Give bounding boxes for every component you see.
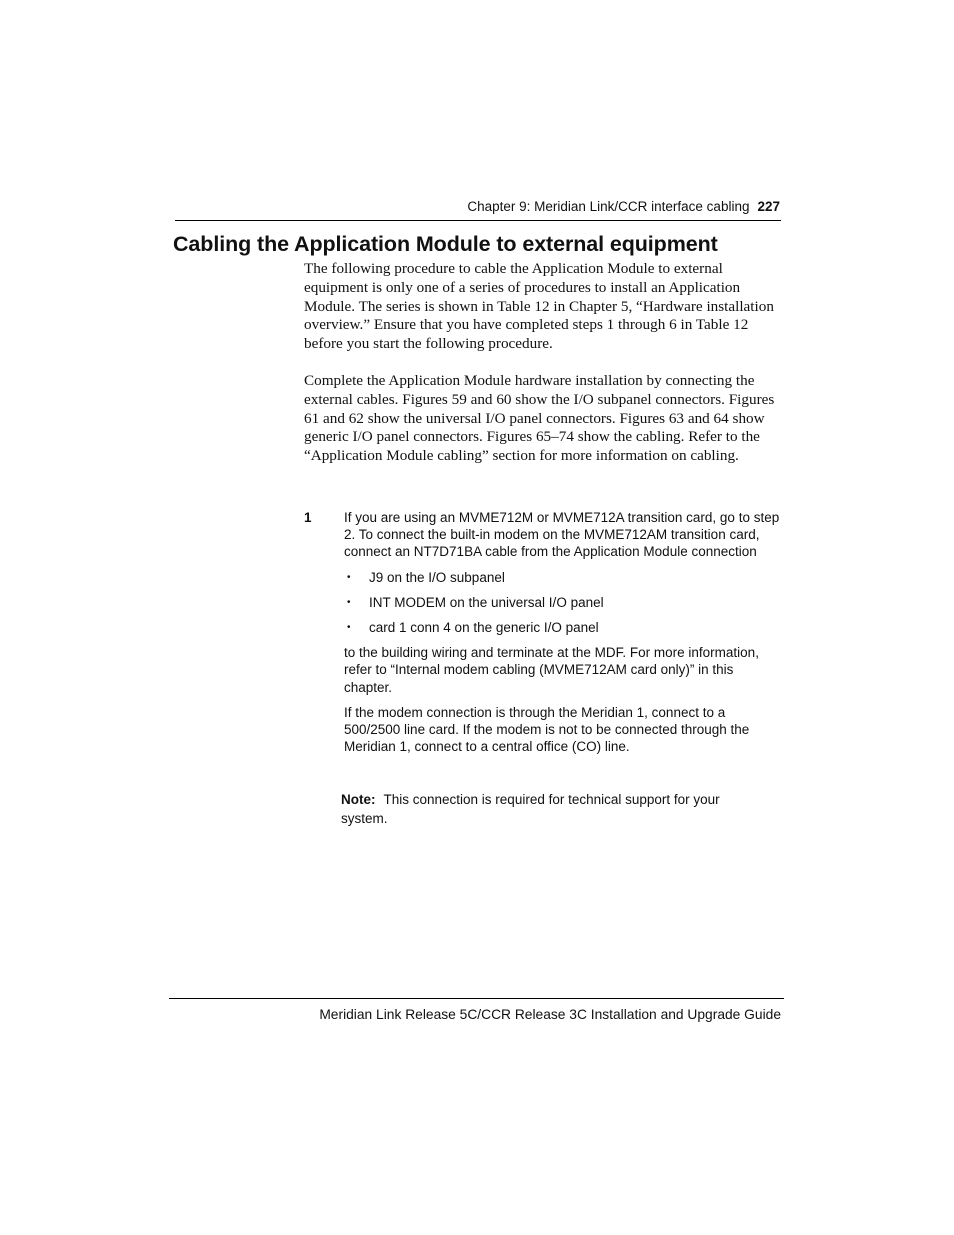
procedure-step <box>304 509 780 755</box>
bullet-icon: • <box>347 596 351 608</box>
step-intro: If you are using an MVME712M or MVME712A transition card, go to step 2. To connect the built-in modem on the MVME712AM transition card, connect an NT7D71BA cable from the Application Module connection <box>344 510 780 560</box>
list-item: • J9 on the I/O subpanel <box>347 569 505 585</box>
header-rule <box>175 220 781 221</box>
note-text: This connection is required for technical support for your system. <box>341 792 720 826</box>
footer-document-title: Meridian Link Release 5C/CCR Release 3C Installation and Upgrade Guide <box>319 1007 781 1022</box>
intro-paragraph: The following procedure to cable the Application Module to external equipment is only one of a series of procedures to install an Application Module. The series is shown in Table 12 in Chapter 5, “Hardware installation overview.” Ensure that you have completed steps 1 through 6 in Table 12 before you start the following procedure. <box>304 260 774 353</box>
running-header <box>467 199 780 214</box>
section-heading: Cabling the Application Module to external equipment <box>173 232 718 256</box>
note <box>341 790 761 828</box>
bullet-icon: • <box>347 622 351 634</box>
list-item: • card 1 conn 4 on the generic I/O panel <box>347 620 599 636</box>
page-number: 227 <box>757 199 780 214</box>
modem-connection-text: If the modem connection is through the Meridian 1, connect to a 500/2500 line card. If the modem is not to be connected through the Meridian 1, connect to a central office (CO) line. <box>344 704 750 755</box>
step-continuation: to the building wiring and terminate at the MDF. For more information, refer to “Internal modem cabling (MVME712AM card only)” in this chapter. <box>344 645 759 695</box>
connection-list <box>344 569 780 637</box>
note-label: Note: <box>341 792 376 807</box>
step-body <box>344 509 780 755</box>
step-number: 1 <box>304 510 312 525</box>
bullet-icon: • <box>347 571 351 583</box>
list-item: • INT MODEM on the universal I/O panel <box>347 594 604 610</box>
intro-paragraph: Complete the Application Module hardware installation by connecting the external cables. Figures 59 and 60 show the I/O subpanel connectors. Figures 61 and 62 show the universal I/O panel connectors. Figures 63 and 64 show generic I/O panel connectors. Figures 65–74 show the cabling. Refer to the “Application Module cabling” section for more information on cabling. <box>304 372 775 465</box>
footer-rule <box>169 998 784 999</box>
chapter-title: Chapter 9: Meridian Link/CCR interface cabling <box>467 199 750 214</box>
